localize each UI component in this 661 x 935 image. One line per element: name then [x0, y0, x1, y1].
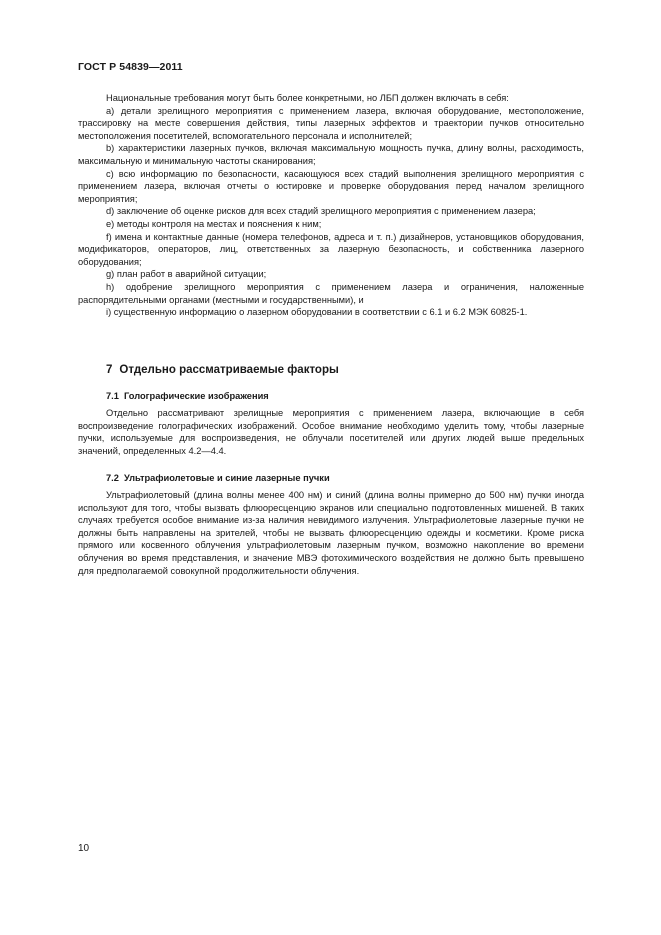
list-intro: Национальные требования могут быть более конкретными, но ЛБП должен включать в себя:: [106, 93, 509, 103]
subsection-number: 7.1: [106, 391, 119, 401]
subsection-title: Голографические изображения: [123, 391, 269, 401]
page-number: 10: [78, 843, 90, 854]
subsection-heading: [106, 473, 330, 483]
requirements-list: [78, 92, 584, 319]
paragraph: Ультрафиолетовый (длина волны менее 400 нм) и синий (длина волны примерно до 500 нм) пучки иногда используют для того, чтобы вызвать флюоресценцию экранов или специально подготовленных мишеней. В таких случаях требуется особое внимание из-за наличия невидимого излучения. Ультрафиолетовые лазерные пучки не должны быть направлены на зрителей, чтобы не вызвать флюоресценцию одежды и косметики. Кроме риска прямого или косвенного облучения ультрафиолетовым лазерным пучком, возможно накопление во времени облучения во время представления, и значение МВЭ фотохимического воздействия не должно быть превышено для предполагаемой совокупной продолжительности облучения.: [78, 490, 584, 576]
list-item: b) характеристики лазерных пучков, включая максимальную мощность пучка, длину волны, расходимость, максимальную и минимальную частоты сканирования;: [78, 143, 584, 166]
section-heading: [106, 364, 339, 376]
document-header: ГОСТ Р 54839—2011: [78, 61, 183, 73]
list-item: g) план работ в аварийной ситуации;: [106, 269, 267, 280]
list-item: h) одобрение зрелищного мероприятия с применением лазера и ограничения, наложенные распорядительными органами (местными и государственными), и: [78, 281, 584, 305]
section-number: 7: [106, 364, 113, 376]
subsection-title: Ультрафиолетовые и синие лазерные пучки: [123, 473, 330, 483]
subsection-body: [78, 407, 584, 457]
subsection-number: 7.2: [106, 473, 119, 483]
subsection-heading: [106, 391, 269, 401]
section-title: Отдельно рассматриваемые факторы: [119, 364, 339, 376]
subsection-body: [78, 489, 584, 577]
list-item: i) существенную информацию о лазерном оборудовании в соответствии с 6.1 и 6.2 МЭК 60825-1.: [106, 307, 528, 318]
list-item: e) методы контроля на местах и пояснения к ним;: [106, 218, 322, 229]
list-item: d) заключение об оценке рисков для всех стадий зрелищного мероприятия с применением лазера;: [106, 206, 536, 217]
list-item: f) имена и контактные данные (номера телефонов, адреса и т. п.) дизайнеров, установщиков оборудования, модификаторов, операторов, лиц, ответственных за лазерную безопасность, и собственника лазерного оборудования;: [78, 231, 584, 267]
list-item: a) детали зрелищного мероприятия с применением лазера, включая оборудование, местоположение, трассировку на месте совершения действия, типы лазерных эффектов и траектории пучков относительно местоположения посетителей, вспомогательного персонала и исполнителей;: [78, 105, 584, 141]
paragraph: Отдельно рассматривают зрелищные мероприятия с применением лазера, включающие в себя воспроизведение голографических изображений. Особое внимание необходимо уделить тому, чтобы лазерные пучки, используемые для воспроизведения, не облучали посетителей или других людей выше предельных значений, определенных 4.2—4.4.: [78, 408, 584, 456]
list-item: c) всю информацию по безопасности, касающуюся всех стадий выполнения зрелищного мероприятия с применением лазера, включая отчеты о юстировке и проверке оборудования перед началом зрелищного мероприятия;: [78, 168, 584, 204]
